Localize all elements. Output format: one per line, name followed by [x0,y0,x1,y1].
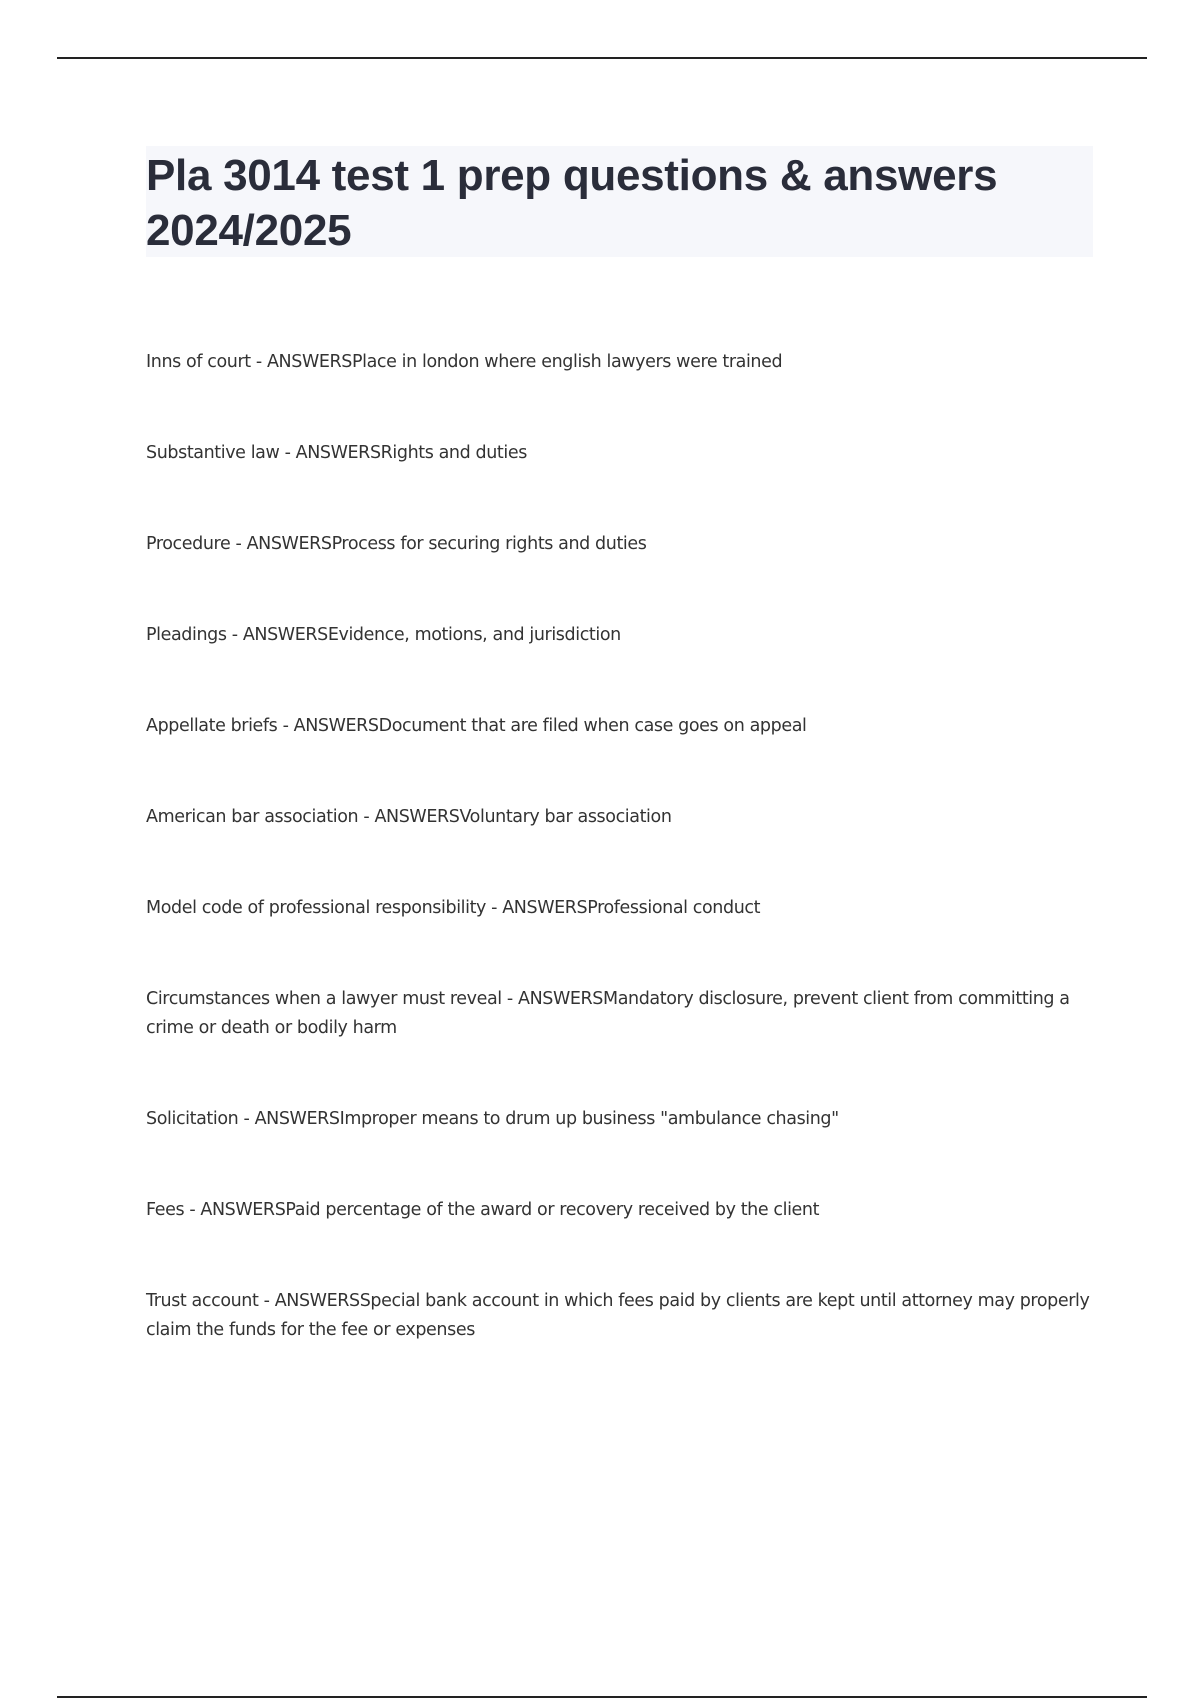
qa-item: American bar association - ANSWERSVoluntary bar association [146,807,672,827]
qa-item: Circumstances when a lawyer must reveal - ANSWERSMandatory disclosure, prevent client from committing a crime or death or bodily harm [146,989,1070,1038]
qa-list [146,348,1096,1407]
qa-item: Inns of court - ANSWERSPlace in london where english lawyers were trained [146,352,783,372]
footer-rule [57,1696,1147,1698]
header-rule [57,57,1147,59]
title-block [146,146,1093,257]
qa-item: Trust account - ANSWERSSpecial bank account in which fees paid by clients are kept until attorney may properly claim the funds for the fee or expenses [146,1291,1090,1340]
page-title: Pla 3014 test 1 prep questions & answers 2024/2025 [146,151,998,255]
qa-item: Appellate briefs - ANSWERSDocument that are filed when case goes on appeal [146,716,807,736]
qa-item: Procedure - ANSWERSProcess for securing rights and duties [146,534,647,554]
qa-item: Substantive law - ANSWERSRights and duties [146,443,527,463]
qa-item: Fees - ANSWERSPaid percentage of the award or recovery received by the client [146,1200,820,1220]
qa-item: Pleadings - ANSWERSEvidence, motions, and jurisdiction [146,625,621,645]
qa-item: Solicitation - ANSWERSImproper means to drum up business "ambulance chasing" [146,1109,839,1129]
qa-item: Model code of professional responsibility - ANSWERSProfessional conduct [146,898,761,918]
